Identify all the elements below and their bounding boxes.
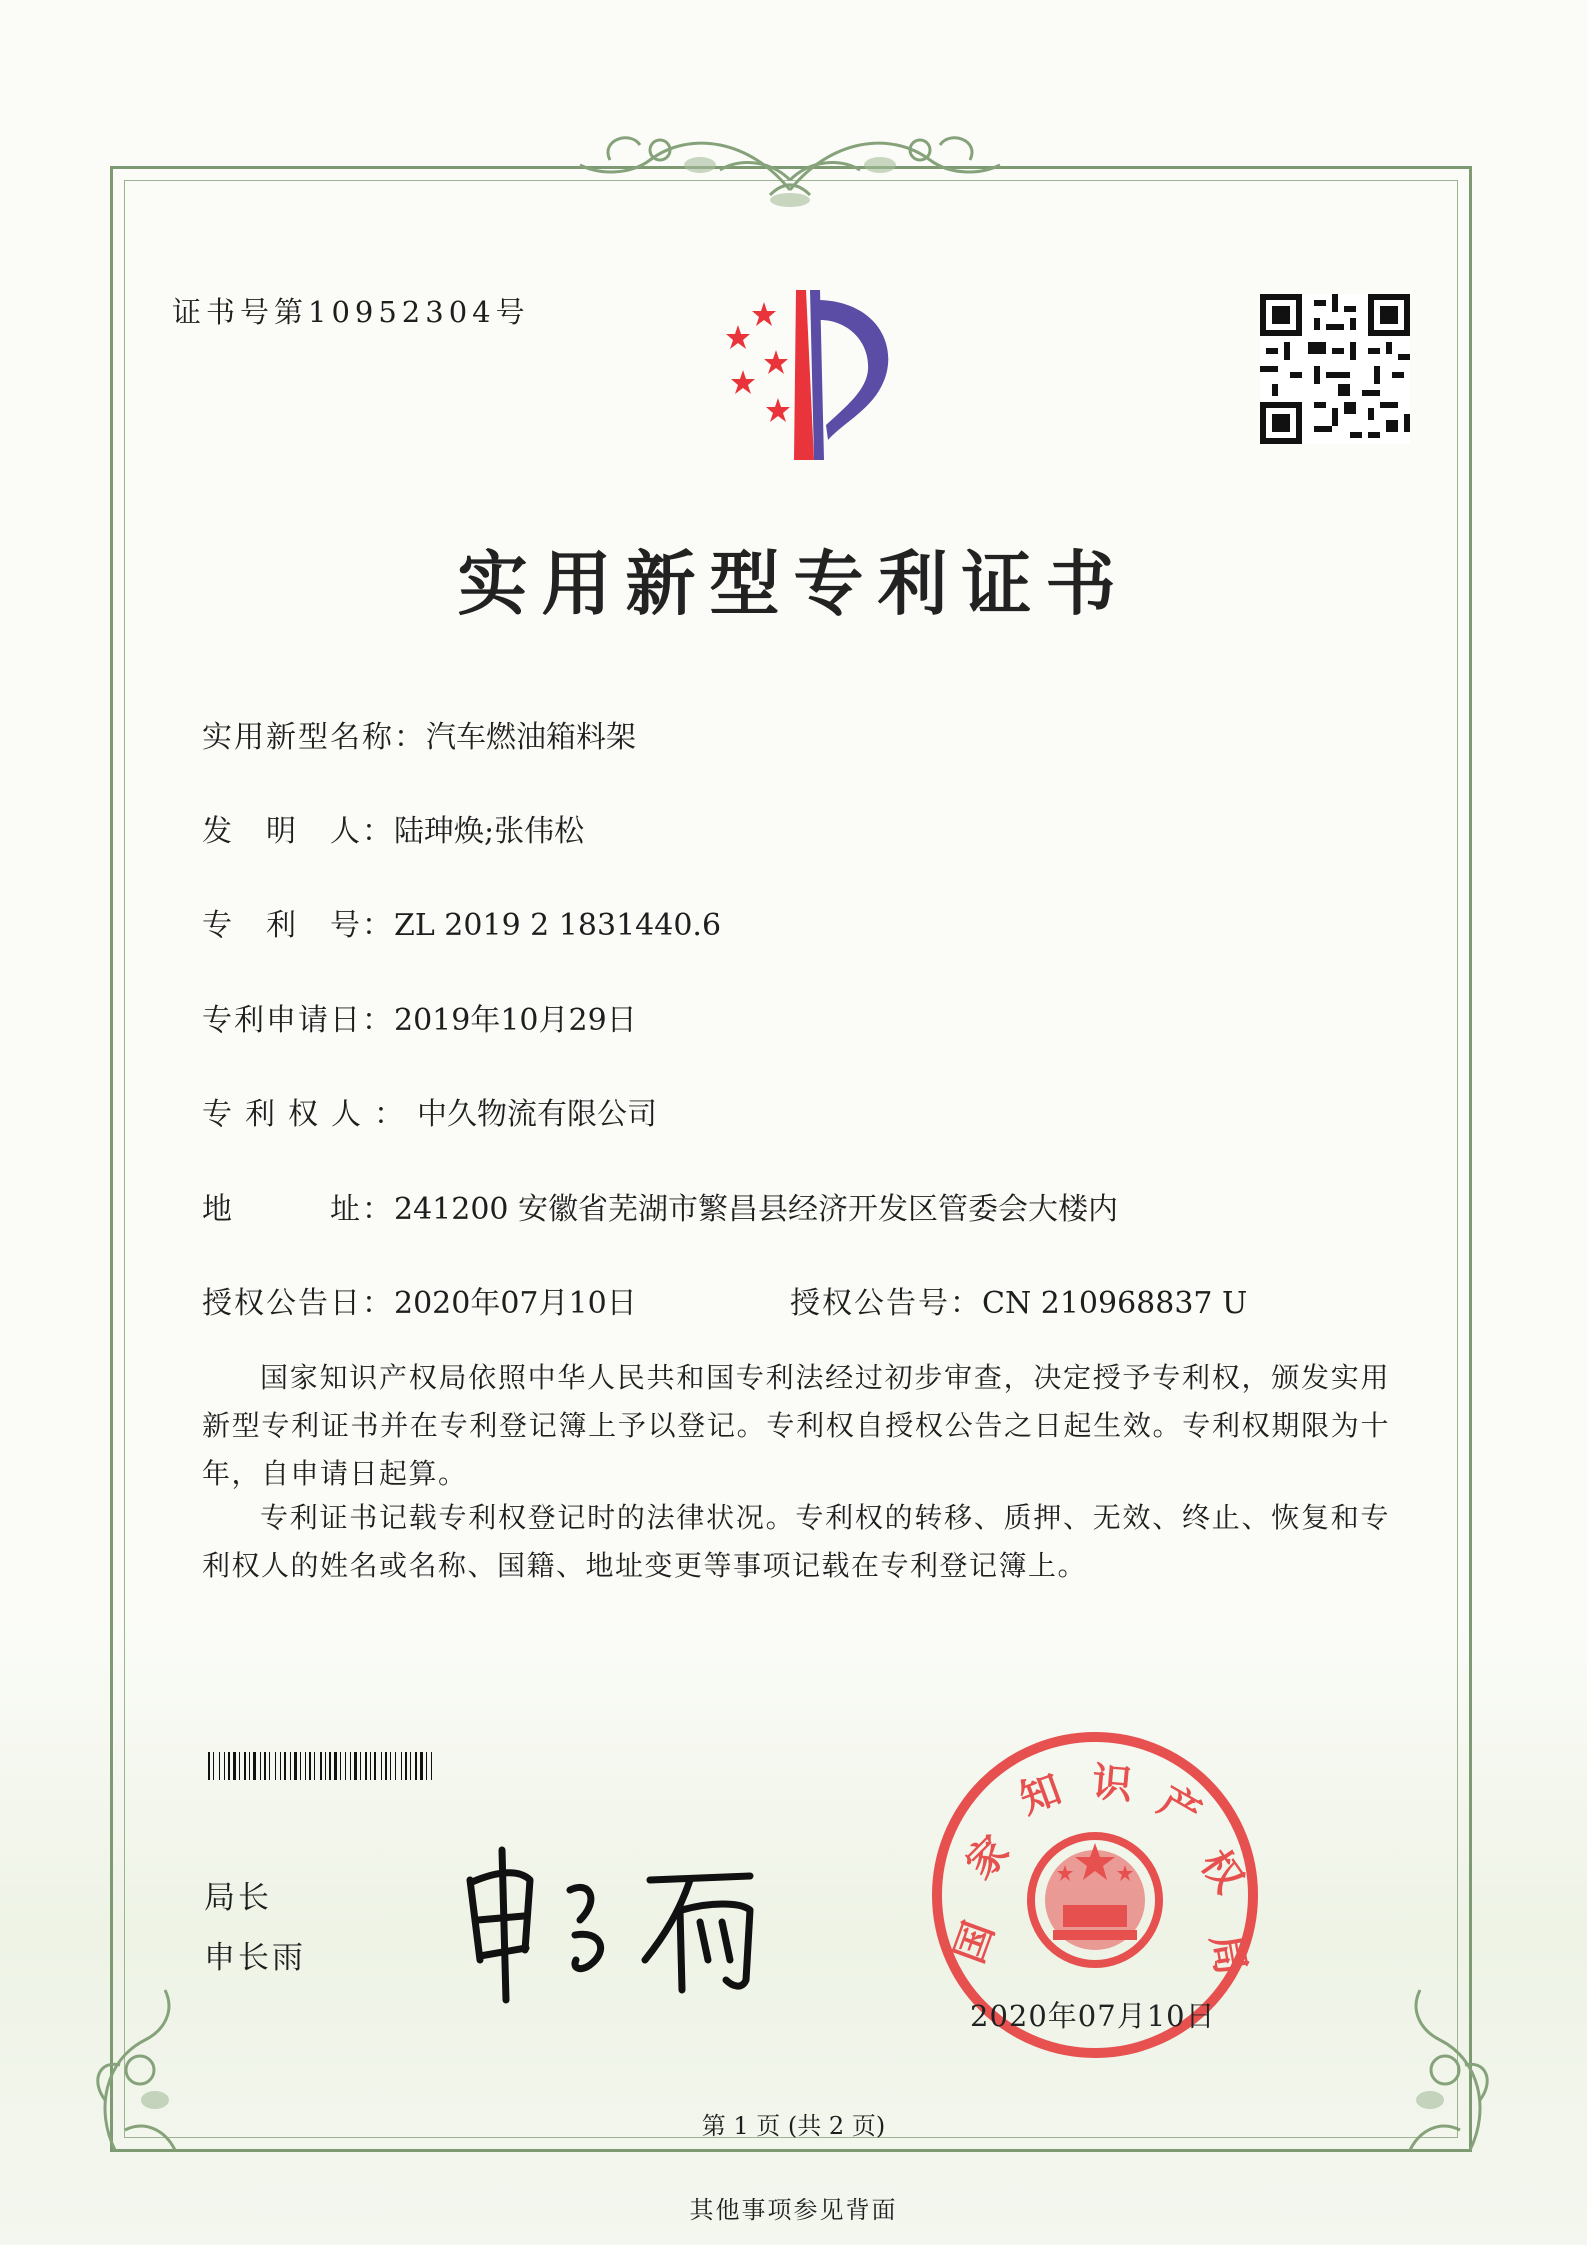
- barcode-bar: [249, 1752, 250, 1780]
- address-value: 241200 安徽省芜湖市繁昌县经济开发区管委会大楼内: [394, 1192, 1119, 1227]
- barcode-bar: [381, 1752, 382, 1780]
- svg-text:识: 识: [1090, 1759, 1135, 1809]
- barcode-bar: [354, 1752, 357, 1780]
- page-indicator: 第 1 页 (共 2 页): [701, 2112, 886, 2140]
- barcode-bar: [228, 1752, 230, 1780]
- barcode-bar: [426, 1752, 427, 1780]
- apply-date-row: [202, 1001, 637, 1041]
- svg-text:知: 知: [1013, 1766, 1068, 1824]
- barcode-bar: [260, 1752, 261, 1780]
- patent-number-value: ZL 2019 2 1831440.6: [394, 908, 722, 943]
- inventor-label: 发 明 人：: [202, 814, 394, 849]
- barcode-bar: [405, 1752, 407, 1780]
- address-label: 地 址：: [202, 1192, 394, 1227]
- grant-date-row: [202, 1284, 637, 1324]
- barcode-bar: [401, 1752, 402, 1780]
- barcode-bar: [360, 1752, 361, 1780]
- barcode-bar: [325, 1752, 326, 1780]
- svg-text:国: 国: [946, 1915, 1004, 1970]
- holder-row: [202, 1095, 657, 1135]
- svg-text:局: 局: [1201, 1931, 1254, 1979]
- apply-date-value: 2019年10月29日: [394, 1003, 637, 1038]
- grant-number-label: 授权公告号：: [790, 1286, 982, 1321]
- barcode-bar: [350, 1752, 351, 1780]
- barcode-bar: [280, 1752, 281, 1780]
- barcode-bar: [334, 1752, 337, 1780]
- svg-text:家: 家: [957, 1827, 1019, 1889]
- model-name-label: 实用新型名称：: [202, 720, 426, 755]
- grant-date-value: 2020年07月10日: [394, 1286, 637, 1321]
- model-name-value: 汽车燃油箱料架: [426, 720, 636, 755]
- grant-number-value: CN 210968837 U: [982, 1286, 1248, 1321]
- handwritten-signature-icon: [450, 1840, 810, 2010]
- certificate-title: 实用新型专利证书: [457, 543, 1130, 625]
- barcode-bar: [264, 1752, 266, 1780]
- svg-text:产: 产: [1150, 1777, 1209, 1838]
- patent-number-label: 专 利 号：: [202, 908, 394, 943]
- patent-number-row: [202, 906, 721, 946]
- qr-code-icon: [1260, 294, 1410, 444]
- barcode-bar: [420, 1752, 423, 1780]
- barcode-bar: [300, 1752, 301, 1780]
- barcode-bar: [213, 1752, 214, 1780]
- barcode-bar: [309, 1752, 311, 1780]
- barcode-bar: [431, 1752, 432, 1780]
- barcode-bar: [320, 1752, 322, 1780]
- grant-date-label: 授权公告日：: [202, 1286, 394, 1321]
- barcode-bar: [294, 1752, 297, 1780]
- barcode-bar: [244, 1752, 246, 1780]
- body-paragraph-1: 国家知识产权局依照中华人民共和国专利法经过初步审查，决定授予专利权，颁发实用新型专利证书并在专利登记簿上予以登记。专利权自授权公告之日起生效。专利权期限为十年，自申请日起算。: [202, 1361, 1390, 1490]
- director-title: 局长: [204, 1880, 272, 1916]
- barcode-icon: [208, 1752, 600, 1780]
- barcode-bar: [345, 1752, 346, 1780]
- barcode-bar: [410, 1752, 411, 1780]
- barcode-bar: [340, 1752, 341, 1780]
- patent-office-logo-icon: [668, 280, 918, 470]
- barcode-bar: [329, 1752, 331, 1780]
- model-name-row: [202, 718, 636, 758]
- holder-label: 专利权人：: [202, 1097, 417, 1132]
- body-paragraph-2: 专利证书记载专利权登记时的法律状况。专利权的转移、质押、无效、终止、恢复和专利权人的姓名或名称、国籍、地址变更等事项记载在专利登记簿上。: [202, 1501, 1390, 1582]
- barcode-bar: [253, 1752, 256, 1780]
- barcode-bar: [314, 1752, 315, 1780]
- address-row: [202, 1190, 1118, 1230]
- barcode-bar: [239, 1752, 240, 1780]
- barcode-bar: [208, 1752, 210, 1780]
- barcode-bar: [219, 1752, 220, 1780]
- grant-number-row: [790, 1284, 1247, 1324]
- barcode-bar: [390, 1752, 391, 1780]
- svg-text:权: 权: [1191, 1841, 1252, 1902]
- barcode-bar: [290, 1752, 291, 1780]
- barcode-bar: [395, 1752, 396, 1780]
- barcode-bar: [233, 1752, 236, 1780]
- barcode-bar: [305, 1752, 306, 1780]
- inventor-value: 陆珅焕;张伟松: [394, 814, 585, 849]
- barcode-bar: [374, 1752, 376, 1780]
- seal-date: 2020年07月10日: [970, 1999, 1216, 2033]
- holder-value: 中久物流有限公司: [417, 1097, 657, 1132]
- barcode-bar: [284, 1752, 286, 1780]
- barcode-bar: [224, 1752, 225, 1780]
- barcode-bar: [269, 1752, 270, 1780]
- certificate-number: 证书号第10952304号: [172, 295, 530, 329]
- inventor-row: [202, 812, 584, 852]
- barcode-bar: [385, 1752, 387, 1780]
- barcode-bar: [365, 1752, 367, 1780]
- barcode-bar: [370, 1752, 371, 1780]
- director-name: 申长雨: [204, 1940, 306, 1976]
- back-note: 其他事项参见背面: [689, 2196, 898, 2224]
- apply-date-label: 专利申请日：: [202, 1003, 394, 1038]
- barcode-bar: [275, 1752, 276, 1780]
- barcode-bar: [415, 1752, 417, 1780]
- top-ornament-icon: [540, 120, 1040, 210]
